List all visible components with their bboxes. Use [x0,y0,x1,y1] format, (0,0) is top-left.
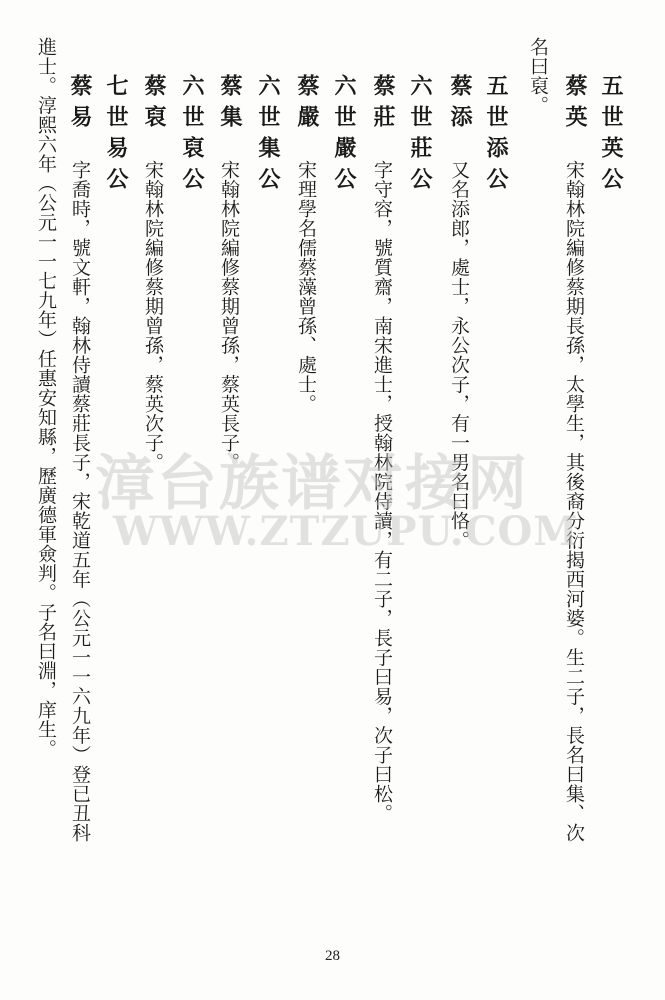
generation-heading-yan: 六世嚴公 [331,74,357,198]
generation-heading-zhuang: 六世莊公 [407,74,433,198]
person-name-cai-pou: 蔡裒 [141,74,167,136]
generation-heading-tian: 五世添公 [483,74,509,198]
generation-heading-ying: 五世英公 [598,74,624,198]
biography-cai-yi: 字喬時，號文軒，翰林侍讀蔡莊長子，宋乾道五年（公元一一六九年）登已丑科 [69,160,91,843]
person-name-cai-ying: 蔡英 [562,74,588,136]
biography-cai-yan: 宋理學名儒蔡藻曾孫、處士。 [295,160,317,414]
biography-cai-tian: 又名添郎，處士，永公次子，有一男名曰恪。 [448,160,470,550]
biography-cai-ji: 宋翰林院編修蔡期曾孫，蔡英長子。 [218,160,240,472]
biography-cai-ying: 宋翰林院編修蔡期長孫，太學生，其後裔分衍揭西河婆。生二子，長名曰集、次 [563,160,585,843]
person-name-cai-zhuang: 蔡莊 [370,74,396,136]
biography-cai-pou: 宋翰林院編修蔡期曾孫，蔡英次子。 [142,160,164,472]
biography-cai-yi-continued: 進士。淳熙六年（公元一一七九年）任惠安知縣，歷廣德軍僉判。子名曰淵，庠生。 [35,37,57,759]
generation-heading-pou: 六世裒公 [179,74,205,198]
biography-cai-ying-continued: 名曰裒。 [527,37,549,115]
person-name-cai-tian: 蔡添 [447,74,473,136]
watermark-site-url: WWW.ZTZUPU.COM [113,508,579,555]
person-name-cai-ji: 蔡集 [217,74,243,136]
generation-heading-ji: 六世集公 [255,74,281,198]
page-number: 28 [325,948,340,964]
biography-cai-zhuang: 字守容，號質齋，南宋進士，授翰林院侍讀，有二子，長子曰易，次子曰松。 [371,160,393,823]
person-name-cai-yi: 蔡易 [67,74,93,136]
watermark-site-name: 漳台族谱对接网 [95,449,529,519]
generation-heading-yi: 七世易公 [103,74,129,198]
person-name-cai-yan: 蔡嚴 [294,74,320,136]
